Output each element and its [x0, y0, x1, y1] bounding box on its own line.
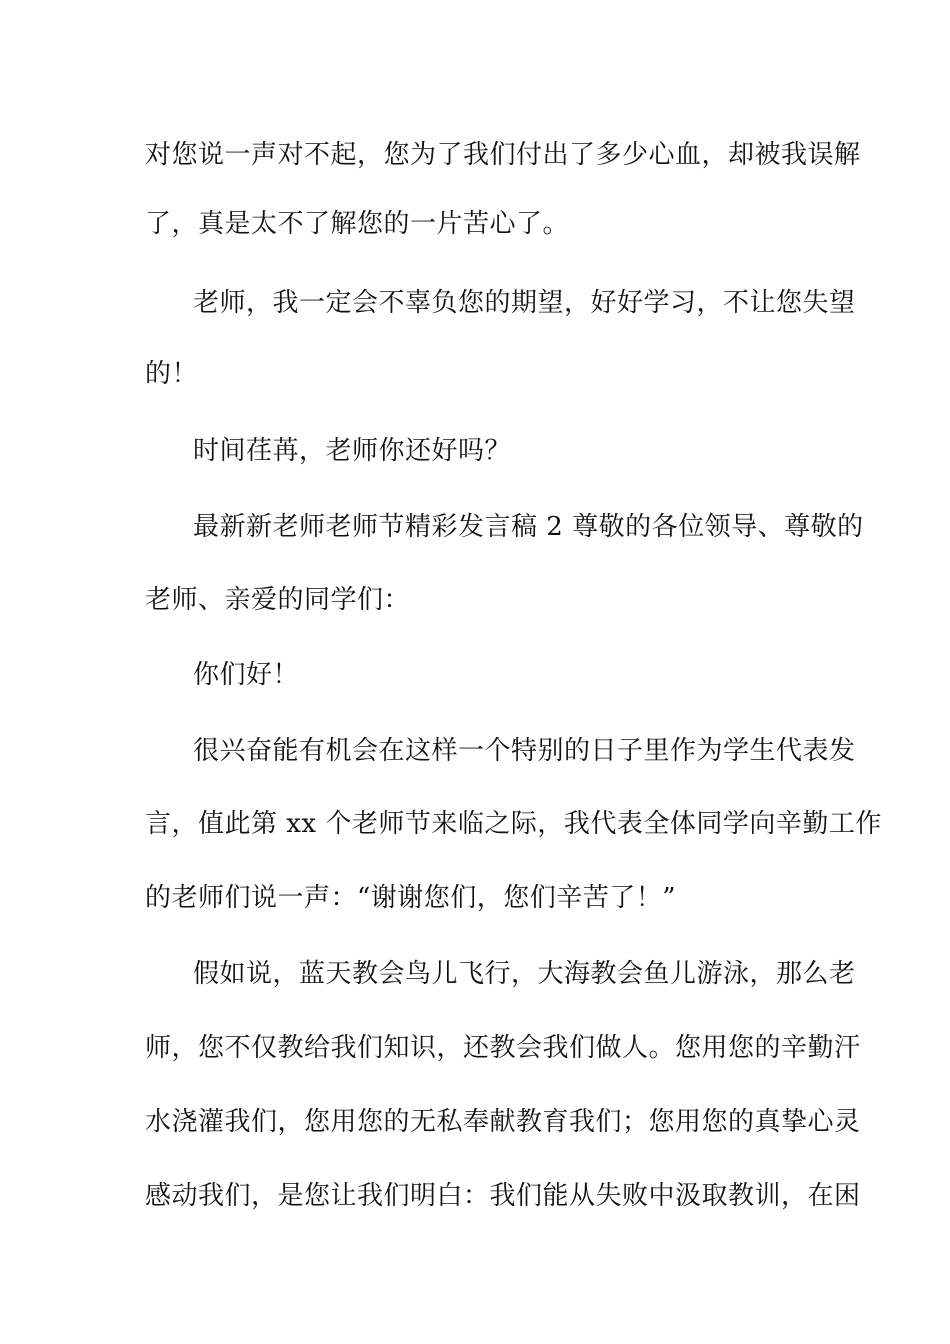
text-line: 师，您不仅教给我们知识，还教会我们做人。您用您的辛勤汗: [145, 1033, 861, 1063]
text-line: 很兴奋能有机会在这样一个特别的日子里作为学生代表发: [193, 736, 856, 766]
text-line: 你们好！: [193, 660, 300, 690]
text-line: 言，值此第 xx 个老师节来临之际，我代表全体同学向辛勤工作: [145, 809, 882, 839]
text-line: 假如说，蓝天教会鸟儿飞行，大海教会鱼儿游泳，那么老: [193, 959, 856, 989]
text-line: 老师、亲爱的同学们：: [145, 585, 411, 615]
text-line: 的！: [145, 359, 199, 389]
text-line: 对您说一声对不起，您为了我们付出了多少心血，却被我误解: [145, 140, 861, 170]
text-line: 最新新老师老师节精彩发言稿 2 尊敬的各位领导、尊敬的: [193, 512, 864, 542]
text-line: 感动我们，是您让我们明白：我们能从失败中汲取教训，在困: [145, 1181, 861, 1211]
text-line: 时间荏苒，老师你还好吗？: [193, 436, 512, 466]
text-line: 的老师们说一声：“谢谢您们，您们辛苦了！”: [145, 883, 677, 913]
text-line: 了，真是太不了解您的一片苦心了。: [145, 209, 570, 239]
text-line: 老师，我一定会不辜负您的期望，好好学习，不让您失望: [193, 288, 856, 318]
text-line: 水浇灌我们，您用您的无私奉献教育我们；您用您的真挚心灵: [145, 1107, 861, 1137]
